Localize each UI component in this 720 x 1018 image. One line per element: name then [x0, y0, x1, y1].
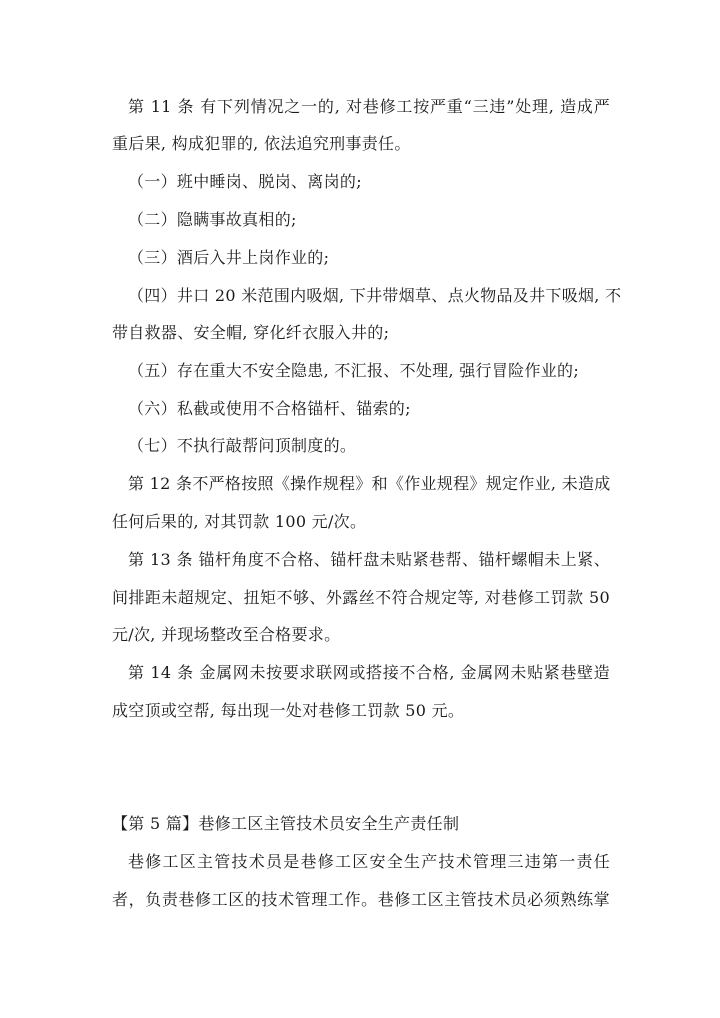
article-11-line-1: 第 11 条 有下列情况之一的, 对巷修工按严重“三违”处理, 造成严	[128, 97, 610, 116]
article-13-line-2: 间排距未超规定、扭矩不够、外露丝不符合规定等, 对巷修工罚款 50	[112, 588, 610, 607]
section-5-para-line-2: 者，负责巷修工区的技术管理工作。巷修工区主管技术员必须熟练掌	[112, 890, 610, 909]
article-11-item-2: （二）隐瞒事故真相的;	[128, 210, 297, 229]
article-12-line-1: 第 12 条不严格按照《操作规程》和《作业规程》规定作业, 未造成	[128, 474, 611, 493]
article-12-line-2: 任何后果的, 对其罚款 100 元/次。	[112, 512, 367, 531]
section-5-heading: 【第 5 篇】巷修工区主管技术员安全生产责任制	[112, 814, 460, 833]
article-14-line-1: 第 14 条 金属网未按要求联网或搭接不合格, 金属网未贴紧巷壁造	[128, 663, 610, 682]
article-11-item-4-line-2: 带自救器、安全帽, 穿化纤衣服入井的;	[112, 323, 390, 342]
article-11-item-6: （六）私截或使用不合格锚杆、锚索的;	[128, 399, 411, 418]
article-13-line-3: 元/次, 并现场整改至合格要求。	[112, 625, 341, 644]
article-11-item-3: （三）酒后入井上岗作业的;	[128, 248, 330, 267]
article-14-line-2: 成空顶或空帮, 每出现一处对巷修工罚款 50 元。	[112, 701, 465, 720]
article-11-item-1: （一）班中睡岗、脱岗、离岗的;	[128, 172, 362, 191]
article-11-item-4-line-1: （四）井口 20 米范围内吸烟, 下井带烟草、点火物品及井下吸烟, 不	[128, 286, 622, 305]
article-13-line-1: 第 13 条 锚杆角度不合格、锚杆盘未贴紧巷帮、锚杆螺帽未上紧、	[128, 550, 610, 569]
article-11-item-5: （五）存在重大不安全隐患, 不汇报、不处理, 强行冒险作业的;	[128, 361, 580, 380]
article-11-line-2: 重后果, 构成犯罪的, 依法追究刑事责任。	[112, 134, 411, 153]
article-11-item-7: （七）不执行敲帮问顶制度的。	[128, 436, 357, 455]
section-5-para-line-1: 巷修工区主管技术员是巷修工区安全生产技术管理三违第一责任	[128, 852, 610, 871]
